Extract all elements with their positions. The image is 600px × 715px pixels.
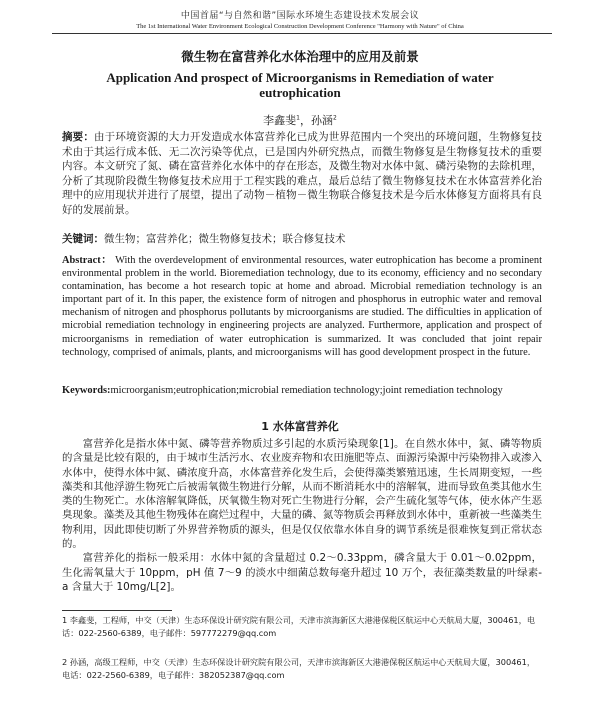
abstract-cn-label: 摘要： — [62, 131, 95, 143]
author-line — [0, 112, 600, 128]
paper-title-cn: 微生物在富营养化水体治理中的应用及前景 — [181, 49, 419, 64]
author-2: 孙涵 — [311, 114, 333, 127]
abstract-en-text: With the overdevelopment of environmental resources, water eutrophication has become a prominent environmental problem in the world. Bioremediation technology, due to its economy, efficiency and no secondary contamination, has become a hot research topic at home and abroad. Microbial remediation technology is an important part of it. In this paper, the existence form of nitrogen and phosphorus in eutrophic water and removal mechanism of nitrogen and phosphorus pollutants by microorganisms are studied. The difficulties in application of microbial remediation technology in engineering projects are analyzed. Furthermore, application and prospect of microorganisms in remediation of water eutrophication is summarized. It was concluded that joint repair technology, comprised of animals, plants, and microorganisms will has good development prospect in the future. — [62, 255, 542, 358]
header-rule — [52, 33, 552, 34]
running-header — [0, 8, 600, 30]
author-1: 李鑫斐 — [263, 114, 297, 127]
abstract-en — [62, 254, 542, 359]
author-1-mark: 1 — [296, 114, 300, 122]
keywords-cn-label: 关键词： — [62, 233, 104, 245]
footnote-2: 2 孙涵，高级工程师，中交（天津）生态环保设计研究院有限公司，天津市滨海新区大港港保税区航运中心天航局大厦，300461，电话：022-2560-6389，电子邮件：382052387@qq.com — [62, 657, 536, 680]
header-conference-en: The 1st International Water Environment Ecological Construction Development Conference "Harmony with Nature" of China — [136, 23, 464, 30]
author-2-mark: 2 — [333, 114, 337, 122]
keywords-en — [62, 384, 542, 397]
author-separator: ， — [300, 114, 311, 127]
paper-title-en: Application And prospect of Microorganisms in Remediation of water eutrophication — [106, 70, 494, 100]
section-heading-1: 1 水体富营养化 — [261, 420, 339, 433]
abstract-cn — [62, 130, 542, 218]
abstract-en-label: Abstract： — [62, 255, 113, 266]
footnote-rule — [62, 610, 172, 611]
keywords-cn-text: 微生物；富营养化；微生物修复技术；联合修复技术 — [104, 233, 346, 245]
header-conference-cn: 中国首届“与自然和谐”国际水环境生态建设技术发展会议 — [180, 11, 420, 21]
body-paragraph-1: 富营养化是指水体中氮、磷等营养物质过多引起的水质污染现象[1]。在自然水体中，氮、磷等物质的含量是比较有限的，由于城市生活污水、农业废弃物和农田施肥等点、面源污染源中污染物排入或渗入水体中，使得水体中氮、磷浓度升高，水体富营养化发生后，会使得藻类繁殖迅速，生长周期变短，一些藻类和其他浮游生物死亡后被需氧微生物进行分解，从而不断消耗水中的溶解氧，进而导致鱼类其他水生类的生物死亡。水体溶解氧降低，厌氧微生物对死亡生物进行分解，会产生硫化氢等气体，使水体产生恶臭现象。藻类及其他生物残体在腐烂过程中，大量的磷、氮等物质会再释放到水体中，重新被一些藻类生物利用，因此即使切断了外界营养物质的源头，但是仅仅依靠水体自身的调节系统是很难恢复到正常状态的。 — [62, 438, 542, 551]
keywords-cn — [62, 232, 542, 246]
body-text — [62, 437, 542, 594]
keywords-en-text: microorganism;eutrophication;microbial remediation technology;joint remediation technology — [110, 385, 503, 396]
body-paragraph-2: 富营养化的指标一般采用：水体中氮的含量超过 0.2～0.33ppm，磷含量大于 0.01～0.02ppm，生化需氧量大于 10ppm，pH 值 7～9 的淡水中细菌总数每毫升超过 10 万个，表征藻类数量的叶绿素-a 含量大于 10mg/L[2]。 — [62, 552, 542, 593]
keywords-en-label: Keywords: — [62, 385, 111, 396]
abstract-cn-text: 由于环境资源的大力开发造成水体富营养化已成为世界范围内一个突出的环境问题，生物修复技术由于其运行成本低、无二次污染等优点，已是国内外研究热点，而微生物修复是生物修复技术的重要内容。本文研究了氮、磷在富营养化水体中的存在形态，及微生物对水体中氮、磷污染物的去除机理，分析了其现阶段微生物修复技术应用于工程实践的难点，最后总结了微生物修复技术在水体富营养化治理中的应用现状并进行了展望，提出了动物－植物－微生物联合修复技术是今后水体修复方面将具有良好的发展前景。 — [62, 131, 543, 216]
footnote-1: 1 李鑫斐，工程师，中交（天津）生态环保设计研究院有限公司，天津市滨海新区大港港保税区航运中心天航局大厦，300461，电话：022-2560-6389，电子邮件：597772279@qq.com — [62, 615, 536, 638]
